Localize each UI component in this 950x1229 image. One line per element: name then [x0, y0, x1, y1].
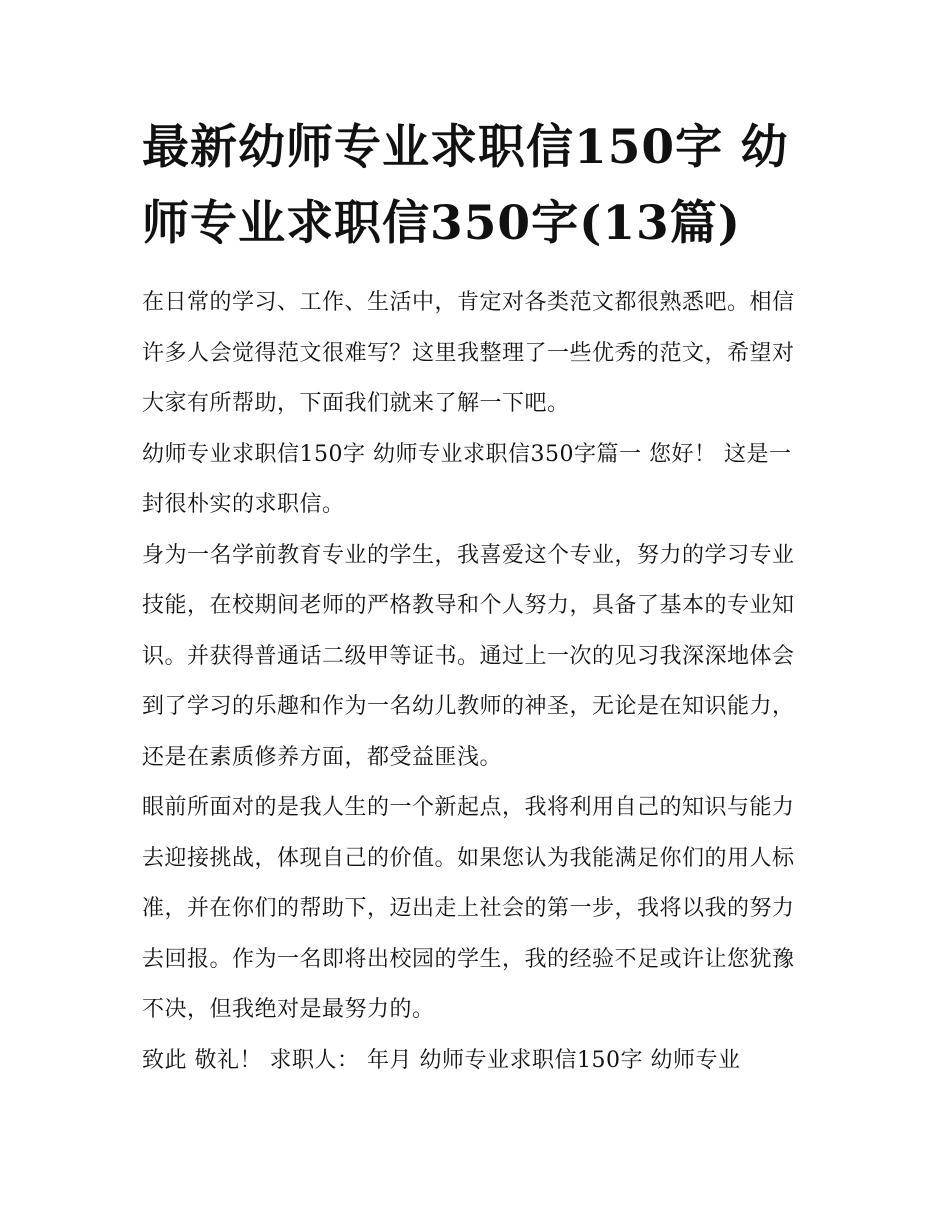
- paragraph-greeting: 幼师专业求职信150字 幼师专业求职信350字篇一 您好！ 这是一封很朴实的求职信。: [142, 441, 792, 517]
- document-body: [142, 278, 812, 1086]
- paragraph-education: 身为一名学前教育专业的学生，我喜爱这个专业，努力的学习专业技能，在校期间老师的严格教导和个人努力，具备了基本的专业知识。并获得普通话二级甲等证书。通过上一次的见习我深深地体会到了学习的乐趣和作为一名幼儿教师的神圣，无论是在知识能力，还是在素质修养方面，都受益匪浅。: [142, 542, 795, 770]
- paragraph-closing: 致此 敬礼！ 求职人： 年月 幼师专业求职信150字 幼师专业: [142, 1047, 741, 1073]
- paragraph-aspiration: 眼前所面对的是我人生的一个新起点，我将利用自己的知识与能力去迎接挑战，体现自己的价值。如果您认为我能满足你们的用人标准，并在你们的帮助下，迈出走上社会的第一步，我将以我的努力去回报。作为一名即将出校园的学生，我的经验不足或许让您犹豫不决，但我绝对是最努力的。: [142, 795, 795, 1022]
- document-title: 最新幼师专业求职信150字 幼师专业求职信350字(13篇): [142, 120, 789, 251]
- paragraph-intro: 在日常的学习、工作、生活中，肯定对各类范文都很熟悉吧。相信许多人会觉得范文很难写？这里我整理了一些优秀的范文，希望对大家有所帮助，下面我们就来了解一下吧。: [142, 290, 795, 416]
- document-content: [142, 110, 812, 1086]
